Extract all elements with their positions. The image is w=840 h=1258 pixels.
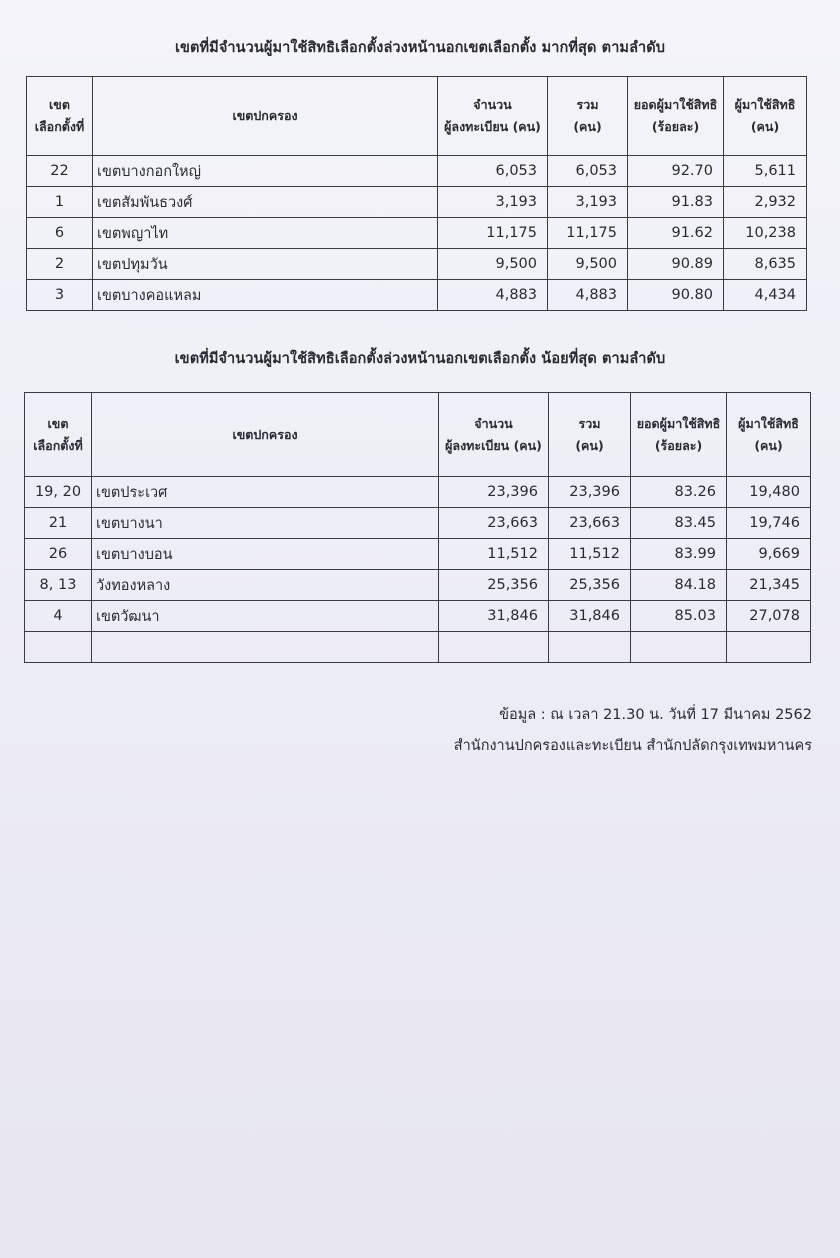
cell-percent: 92.70	[628, 156, 724, 187]
cell-district-no: 3	[27, 280, 93, 311]
header-registered: จำนวน ผู้ลงทะเบียน (คน)	[438, 77, 548, 156]
table-header-row	[27, 77, 807, 156]
table-row	[25, 539, 811, 570]
header-total: รวม (คน)	[548, 77, 628, 156]
cell-total: 11,175	[548, 218, 628, 249]
cell-percent: 91.83	[628, 187, 724, 218]
table-row	[27, 280, 807, 311]
header-district-no: เขต เลือกตั้งที่	[25, 393, 92, 477]
most-voters-table	[26, 76, 807, 311]
cell-area: เขตบางกอกใหญ่	[93, 156, 438, 187]
cell-area	[92, 632, 439, 663]
cell-total: 25,356	[549, 570, 631, 601]
cell-total: 23,663	[549, 508, 631, 539]
source-date-line: ข้อมูล : ณ เวลา 21.30 น. วันที่ 17 มีนาคม 2562	[499, 707, 812, 723]
cell-voters: 4,434	[724, 280, 807, 311]
header-area: เขตปกครอง	[92, 393, 439, 477]
bottom-table-title: เขตที่มีจำนวนผู้มาใช้สิทธิเลือกตั้งล่วงหน้านอกเขตเลือกตั้ง น้อยที่สุด ตามลำดับ	[174, 351, 666, 367]
cell-area: เขตพญาไท	[93, 218, 438, 249]
header-voters: ผู้มาใช้สิทธิ (คน)	[724, 77, 807, 156]
cell-district-no: 2	[27, 249, 93, 280]
cell-district-no: 8, 13	[25, 570, 92, 601]
cell-district-no: 6	[27, 218, 93, 249]
header-area: เขตปกครอง	[93, 77, 438, 156]
cell-voters: 27,078	[727, 601, 811, 632]
cell-area: เขตบางบอน	[92, 539, 439, 570]
table-row	[27, 187, 807, 218]
cell-total: 9,500	[548, 249, 628, 280]
cell-voters: 19,746	[727, 508, 811, 539]
table-row	[25, 477, 811, 508]
cell-registered: 11,175	[438, 218, 548, 249]
cell-district-no: 19, 20	[25, 477, 92, 508]
table-row	[25, 601, 811, 632]
cell-area: เขตสัมพันธวงศ์	[93, 187, 438, 218]
cell-percent: 91.62	[628, 218, 724, 249]
cell-registered: 31,846	[439, 601, 549, 632]
cell-voters	[727, 632, 811, 663]
cell-voters: 2,932	[724, 187, 807, 218]
cell-area: เขตปทุมวัน	[93, 249, 438, 280]
cell-district-no: 4	[25, 601, 92, 632]
cell-voters: 5,611	[724, 156, 807, 187]
cell-district-no: 26	[25, 539, 92, 570]
cell-registered: 3,193	[438, 187, 548, 218]
cell-registered: 25,356	[439, 570, 549, 601]
cell-area: เขตบางนา	[92, 508, 439, 539]
cell-registered: 23,663	[439, 508, 549, 539]
header-voters: ผู้มาใช้สิทธิ (คน)	[727, 393, 811, 477]
cell-total: 31,846	[549, 601, 631, 632]
cell-district-no: 21	[25, 508, 92, 539]
cell-voters: 9,669	[727, 539, 811, 570]
cell-area: วังทองหลาง	[92, 570, 439, 601]
cell-percent: 90.89	[628, 249, 724, 280]
table-header-row	[25, 393, 811, 477]
cell-registered: 23,396	[439, 477, 549, 508]
cell-voters: 8,635	[724, 249, 807, 280]
cell-total: 6,053	[548, 156, 628, 187]
cell-area: เขตวัฒนา	[92, 601, 439, 632]
cell-percent: 83.26	[631, 477, 727, 508]
cell-total	[549, 632, 631, 663]
header-percent: ยอดผู้มาใช้สิทธิ (ร้อยละ)	[628, 77, 724, 156]
cell-percent: 85.03	[631, 601, 727, 632]
cell-voters: 21,345	[727, 570, 811, 601]
cell-percent: 83.45	[631, 508, 727, 539]
header-registered: จำนวน ผู้ลงทะเบียน (คน)	[439, 393, 549, 477]
cell-voters: 19,480	[727, 477, 811, 508]
cell-registered: 6,053	[438, 156, 548, 187]
cell-total: 11,512	[549, 539, 631, 570]
source-agency-line: สำนักงานปกครองและทะเบียน สำนักปลัดกรุงเทพมหานคร	[453, 738, 812, 754]
cell-district-no: 1	[27, 187, 93, 218]
header-total: รวม (คน)	[549, 393, 631, 477]
header-district-no: เขต เลือกตั้งที่	[27, 77, 93, 156]
table-row	[25, 570, 811, 601]
cell-registered: 11,512	[439, 539, 549, 570]
top-table-title: เขตที่มีจำนวนผู้มาใช้สิทธิเลือกตั้งล่วงหน้านอกเขตเลือกตั้ง มากที่สุด ตามลำดับ	[174, 40, 666, 56]
least-voters-table	[24, 392, 811, 663]
cell-area: เขตบางคอแหลม	[93, 280, 438, 311]
table-row	[27, 249, 807, 280]
cell-registered	[439, 632, 549, 663]
cell-registered: 4,883	[438, 280, 548, 311]
cell-registered: 9,500	[438, 249, 548, 280]
table-row	[27, 218, 807, 249]
table-row-empty	[25, 632, 811, 663]
cell-district-no: 22	[27, 156, 93, 187]
cell-total: 23,396	[549, 477, 631, 508]
cell-percent: 90.80	[628, 280, 724, 311]
cell-percent	[631, 632, 727, 663]
cell-percent: 83.99	[631, 539, 727, 570]
cell-total: 3,193	[548, 187, 628, 218]
cell-percent: 84.18	[631, 570, 727, 601]
cell-total: 4,883	[548, 280, 628, 311]
header-percent: ยอดผู้มาใช้สิทธิ (ร้อยละ)	[631, 393, 727, 477]
table-row	[27, 156, 807, 187]
cell-voters: 10,238	[724, 218, 807, 249]
cell-area: เขตประเวศ	[92, 477, 439, 508]
table-row	[25, 508, 811, 539]
cell-district-no	[25, 632, 92, 663]
